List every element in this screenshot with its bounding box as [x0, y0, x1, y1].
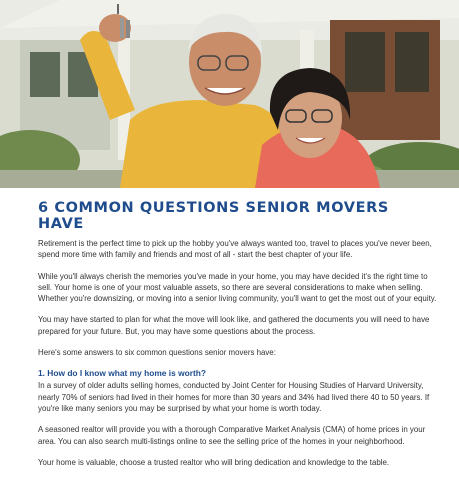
hero-illustration — [0, 0, 459, 188]
question-1-paragraph-1: In a survey of older adults selling homes, conducted by Joint Center for Housing Studies of Harvard University, nearly 70% of seniors had lived in their homes for more than 30 years and 34% had lived there 40 to 50 years. If you're like many seniors you may be surprised by what your home is worth today. — [38, 381, 430, 413]
hero-photo — [0, 0, 459, 188]
page-title: 6 COMMON QUESTIONS SENIOR MOVERS HAVE — [38, 200, 389, 232]
question-1-paragraph-3: Your home is valuable, choose a trusted realtor who will bring dedication and knowledge to the table. — [38, 457, 390, 467]
question-1-paragraph-2: A seasoned realtor will provide you with a thorough Comparative Market Analysis (CMA) of home prices in your area. You can also search multi-listings online to see the selling price of the homes in your neighborhood. — [38, 425, 426, 446]
question-1-heading: 1. How do I know what my home is worth? — [38, 368, 206, 379]
intro-paragraph-1: Retirement is the perfect time to pick up the hobby you've always wanted too, travel to places you've never been, spend more time with family and friends and most of all - start the best chapter of your life. — [38, 239, 432, 260]
intro-paragraph-4: Here's some answers to six common questions senior movers have: — [38, 348, 276, 358]
article-body — [38, 200, 440, 478]
intro-paragraph-3: You may have started to plan for what the move will look like, and gathered the documents you will need to have prepared for your future. But, you may have some questions about the process. — [38, 315, 430, 336]
intro-paragraph-2: While you'll always cherish the memories you've made in your home, you may have decided it's the right time to sell. Your home is one of your most valuable assets, so there are several considerations to make when selling. Whether you're downsizing, or moving into a senior living community, you'll want to get the most out of your equity. — [38, 271, 437, 304]
